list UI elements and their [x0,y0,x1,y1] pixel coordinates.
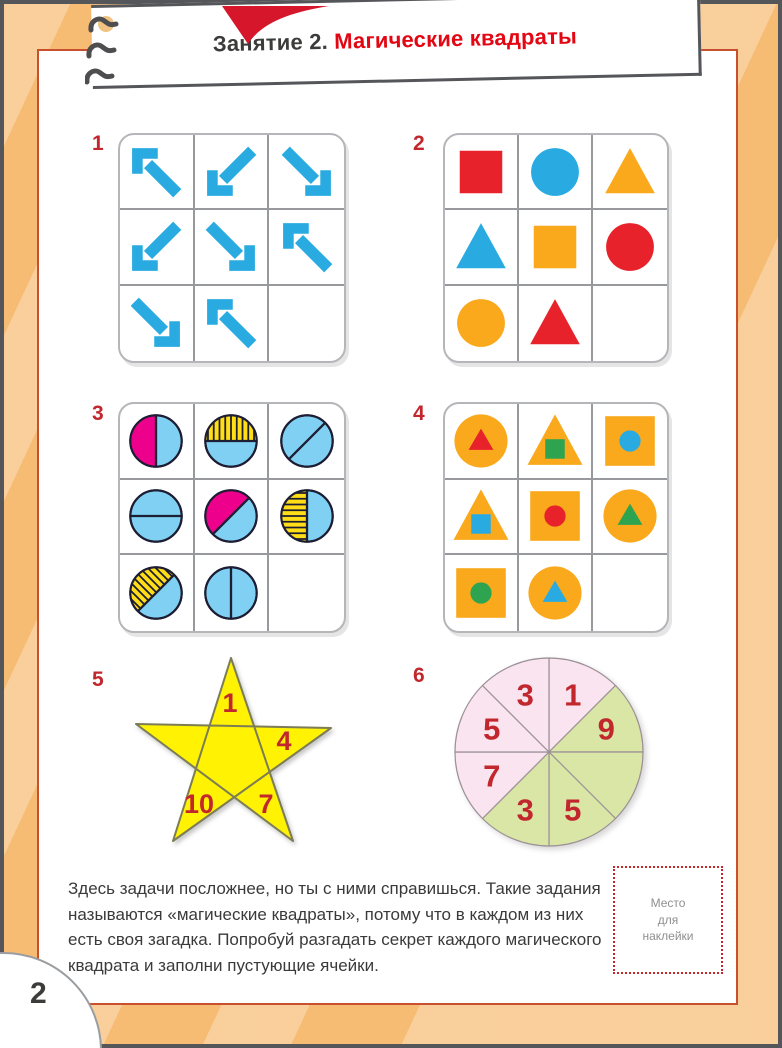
page-number: 2 [30,977,47,1010]
grid-cell [195,286,270,361]
instruction-text [68,876,620,978]
grid-cell [519,480,593,556]
wheel-number: 3 [516,792,534,828]
grid-cell [120,404,195,480]
grid-cell [195,480,270,556]
cell-figure [125,292,187,354]
wheel-number: 5 [564,792,582,828]
cell-figure [450,410,512,472]
lesson-label: Занятие 2. [212,28,329,57]
puzzle-number-5: 5 [92,668,104,691]
grid-cell [519,404,593,480]
cell-figure [125,216,187,278]
grid-cell [519,210,593,285]
cell-figure [276,485,338,547]
wheel-figure [449,652,649,852]
cell-figure [276,141,338,203]
grid-cell [445,404,519,480]
star-number: 1 [222,688,238,718]
grid-cell [195,404,270,480]
sticker-placeholder [613,866,723,974]
grid-cell [120,286,195,361]
grid-cell-empty [593,555,667,631]
cell-figure [599,485,661,547]
grid-cell [445,210,519,285]
sticker-text: наклейки [642,929,694,944]
cell-figure [125,485,187,547]
grid-cell [269,135,344,210]
puzzle-grid-2 [443,133,669,363]
grid-cell [269,404,344,480]
grid-cell-empty [269,555,344,631]
wheel-number: 1 [564,677,582,713]
grid-cell-empty [593,286,667,361]
star-number: 10 [183,789,215,819]
puzzle-star [126,650,341,870]
cell-figure [450,562,512,624]
grid-cell [195,210,270,285]
cell-figure [125,410,187,472]
puzzle-number-6: 6 [413,664,425,687]
wheel-number: 7 [483,758,501,794]
cell-figure [524,485,586,547]
cell-figure [276,216,338,278]
cell-figure [524,562,586,624]
cell-figure [450,216,512,278]
cell-figure [200,141,262,203]
puzzle-number-4: 4 [413,402,425,425]
grid-cell [445,286,519,361]
cell-figure [524,141,586,203]
grid-cell [519,135,593,210]
grid-cell [120,210,195,285]
cell-figure [200,485,262,547]
grid-cell [593,135,667,210]
grid-cell [269,480,344,556]
cell-figure [524,410,586,472]
grid-cell [120,135,195,210]
cell-figure [200,562,262,624]
cell-figure [200,292,262,354]
cell-figure [200,410,262,472]
grid-cell [593,480,667,556]
red-bookmark-icon [221,6,331,48]
grid-cell-empty [269,286,344,361]
puzzle-grid-1 [118,133,346,363]
grid-cell [519,555,593,631]
cell-figure [450,485,512,547]
puzzle-number-1: 1 [92,132,104,155]
grid-cell [519,286,593,361]
cell-figure [125,141,187,203]
wheel-number: 3 [516,677,534,713]
cell-figure [599,410,661,472]
instruction-line: квадрата и заполни пустующие ячейки. [68,955,379,975]
instruction-line: есть своя загадка. Попробуй разгадать секрет каждого магического [68,930,602,949]
grid-cell [120,480,195,556]
grid-cell [445,480,519,556]
wheel-number: 5 [483,711,501,747]
sticker-text: Место [650,895,686,910]
lesson-title: Магические квадраты [333,23,578,54]
puzzle-wheel [449,652,649,857]
puzzle-grid-4 [443,402,669,633]
grid-cell [269,210,344,285]
star-number: 7 [258,789,274,819]
instruction-line: Здесь задачи посложнее, но ты с ними справишься. Такие задания [68,879,601,898]
cell-figure [450,141,512,203]
cell-figure [200,216,262,278]
binding-hooks-icon [85,14,125,92]
sticker-text: для [657,912,679,927]
grid-cell [445,135,519,210]
cell-figure [125,562,187,624]
grid-cell [120,555,195,631]
puzzle-number-2: 2 [413,132,425,155]
cell-figure [276,410,338,472]
star-number: 4 [276,726,292,756]
header-banner [91,0,702,89]
star-figure [126,650,341,865]
grid-cell [445,555,519,631]
grid-cell [195,555,270,631]
grid-cell [195,135,270,210]
cell-figure [524,216,586,278]
cell-figure [524,292,586,354]
wheel-number: 9 [597,711,615,747]
puzzle-grid-3 [118,402,346,633]
cell-figure [599,141,661,203]
puzzle-number-3: 3 [92,402,104,425]
grid-cell [593,404,667,480]
cell-figure [599,216,661,278]
grid-cell [593,210,667,285]
instruction-line: называются «магические квадраты», потому что в каждом из них [68,904,584,924]
cell-figure [450,292,512,354]
